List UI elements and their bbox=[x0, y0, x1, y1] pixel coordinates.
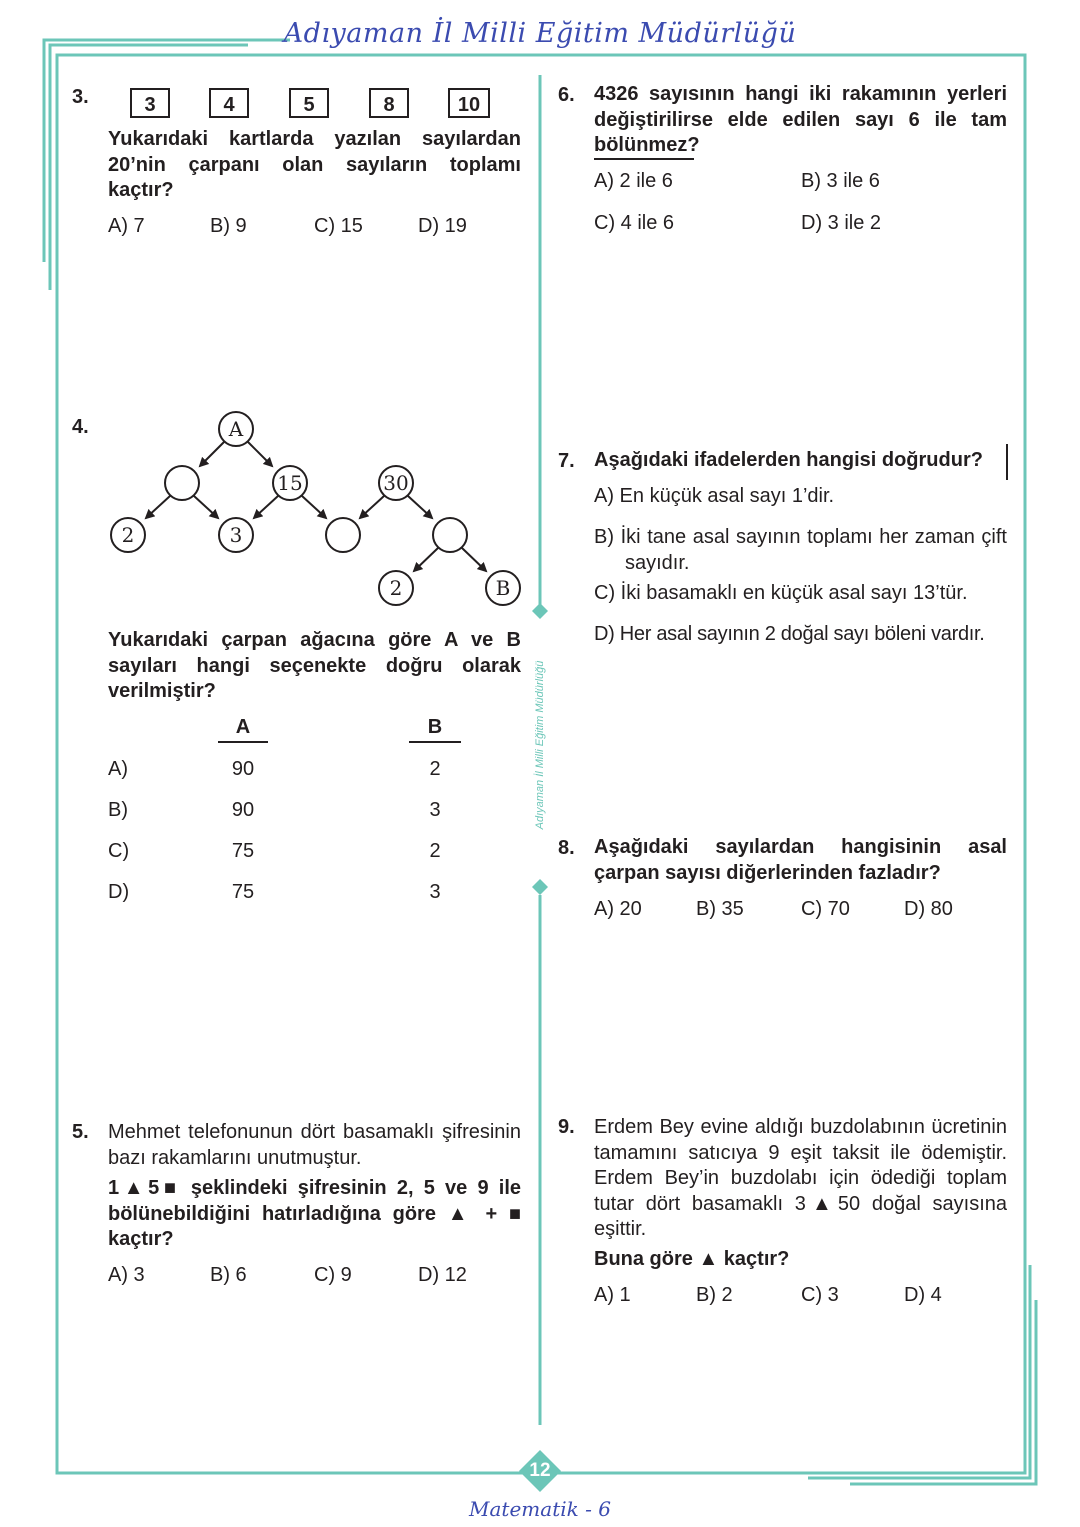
tree-node-empty bbox=[326, 518, 360, 552]
question-number: 6. bbox=[558, 84, 575, 106]
footer-subject: Matematik - 6 bbox=[469, 1497, 611, 1521]
option-a-value-a: 90 bbox=[231, 758, 255, 780]
option-c: C) 3 bbox=[801, 1284, 839, 1306]
option-a: A) En küçük asal sayı 1’dir. bbox=[594, 485, 835, 507]
tree-label-15: 15 bbox=[277, 471, 303, 495]
number-card: 10 bbox=[448, 88, 490, 118]
number-card: 4 bbox=[209, 88, 249, 118]
tree-label-30: 30 bbox=[383, 471, 409, 495]
header-title: Adıyaman İl Milli Eğitim Müdürlüğü bbox=[283, 18, 797, 49]
option-d: D) 3 ile 2 bbox=[801, 212, 882, 234]
question-intro: Erdem Bey evine aldığı buzdolabının ücretinin tamamını satıcıya 9 eşit taksit ile ödemiştir. Erdem Bey’in buzdolabı için ödediği toplam tutar dört basamaklı 3▲50 doğal sayısına eşittir. bbox=[594, 1116, 1007, 1240]
header-underline bbox=[409, 741, 461, 743]
option-label-c: C) bbox=[108, 840, 130, 862]
option-d-value-a: 75 bbox=[231, 881, 255, 903]
option-c-value-a: 75 bbox=[231, 840, 255, 862]
question-number: 4. bbox=[72, 416, 89, 438]
number-card: 3 bbox=[130, 88, 170, 118]
text-cursor bbox=[1006, 444, 1008, 480]
option-d: D) 19 bbox=[418, 215, 467, 237]
tree-node-empty bbox=[165, 466, 199, 500]
option-a: A) 3 bbox=[108, 1264, 145, 1286]
number-card: 8 bbox=[369, 88, 409, 118]
tree-label-3: 3 bbox=[229, 523, 243, 547]
question-stem: 4326 sayısının hangi iki rakamının yerleri değiştirilirse elde edilen sayı 6 ile tam bölünmez? bbox=[594, 83, 1007, 156]
tree-label-2: 2 bbox=[389, 576, 403, 600]
question-stem: Aşağıdaki ifadelerden hangisi doğrudur? bbox=[594, 449, 983, 471]
question-intro: Mehmet telefonunun dört basamaklı şifresinin bazı rakamlarını unutmuştur. bbox=[108, 1121, 521, 1169]
factor-tree-diagram bbox=[90, 400, 540, 620]
option-d: D) 80 bbox=[904, 898, 953, 920]
option-label-b: B) bbox=[108, 799, 128, 821]
question-stem: 1▲5■ şeklindeki şifresinin 2, 5 ve 9 ile bölünebildiğini hatırladığına göre ▲ + ■ kaçtır? bbox=[108, 1177, 521, 1250]
divider-diamond-bottom bbox=[532, 879, 548, 895]
option-d-value-b: 3 bbox=[429, 881, 441, 903]
option-b: B) 3 ile 6 bbox=[801, 170, 880, 192]
question-number: 5. bbox=[72, 1121, 89, 1143]
option-a-value-b: 2 bbox=[429, 758, 441, 780]
option-label-a: A) bbox=[108, 758, 128, 780]
question-stem: Buna göre ▲ kaçtır? bbox=[594, 1248, 790, 1270]
option-label-d: D) bbox=[108, 881, 130, 903]
option-a: A) 20 bbox=[594, 898, 642, 920]
option-c: C) 9 bbox=[314, 1264, 352, 1286]
question-stem: Yukarıdaki çarpan ağacına göre A ve B sayıları hangi seçenekte doğru olarak verilmiştir? bbox=[108, 629, 521, 702]
option-a: A) 2 ile 6 bbox=[594, 170, 673, 192]
column-header-b: B bbox=[427, 716, 443, 738]
tree-node-empty bbox=[433, 518, 467, 552]
option-a: A) 7 bbox=[108, 215, 145, 237]
question-number: 3. bbox=[72, 86, 89, 108]
option-c: C) 15 bbox=[314, 215, 363, 237]
emphasis-underline bbox=[594, 158, 694, 160]
question-number: 9. bbox=[558, 1116, 575, 1138]
column-header-a: A bbox=[235, 716, 251, 738]
sidebar-watermark-text: Adıyaman İl Milli Eğitim Müdürlüğü bbox=[534, 660, 546, 830]
option-b: B) 35 bbox=[696, 898, 744, 920]
option-a: A) 1 bbox=[594, 1284, 631, 1306]
question-number: 7. bbox=[558, 450, 575, 472]
tree-label-2: 2 bbox=[121, 523, 135, 547]
option-c: C) 4 ile 6 bbox=[594, 212, 675, 234]
tree-label-a: A bbox=[228, 417, 244, 441]
option-b: B) 2 bbox=[696, 1284, 733, 1306]
option-d: D) Her asal sayının 2 doğal sayı böleni vardır. bbox=[594, 623, 985, 645]
option-b: B) 9 bbox=[210, 215, 247, 237]
option-b: B) İki tane asal sayının toplamı her zaman çift sayıdır. bbox=[594, 526, 1007, 574]
header-underline bbox=[218, 741, 268, 743]
option-b-value-b: 3 bbox=[429, 799, 441, 821]
option-d: D) 4 bbox=[904, 1284, 942, 1306]
option-b: B) 6 bbox=[210, 1264, 247, 1286]
option-c: C) 70 bbox=[801, 898, 850, 920]
number-card: 5 bbox=[289, 88, 329, 118]
tree-label-b: B bbox=[495, 576, 511, 600]
question-stem: Yukarıdaki kartlarda yazılan sayılardan 20’nin çarpanı olan sayıların toplamı kaçtır? bbox=[108, 128, 521, 201]
question-stem: Aşağıdaki sayılardan hangisinin asal çarpan sayısı diğerlerinden fazladır? bbox=[594, 836, 1007, 884]
page-number: 12 bbox=[529, 1460, 551, 1481]
option-b-value-a: 90 bbox=[231, 799, 255, 821]
option-d: D) 12 bbox=[418, 1264, 467, 1286]
option-c: C) İki basamaklı en küçük asal sayı 13’tür. bbox=[594, 582, 968, 604]
question-number: 8. bbox=[558, 837, 575, 859]
option-c-value-b: 2 bbox=[429, 840, 441, 862]
